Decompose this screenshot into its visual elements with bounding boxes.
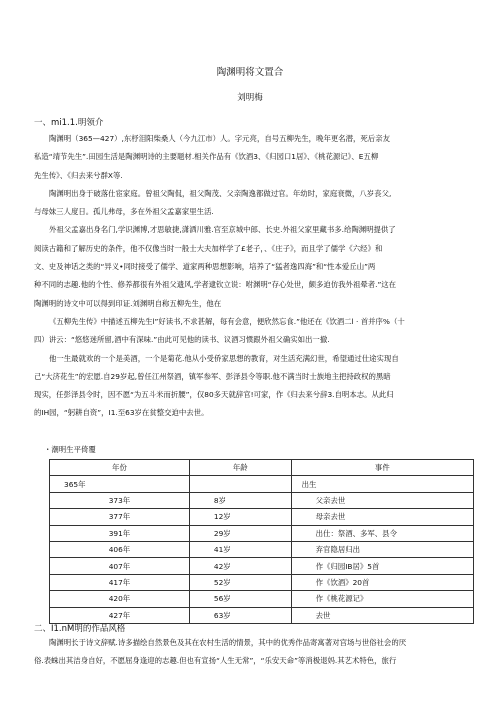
cell-year: 373年 xyxy=(50,492,190,508)
cell-year: 407年 xyxy=(50,558,190,574)
body-line: 种不同的志趣.他的个性、修养都很有外祖父遗风,学者逮钦立说：咐渊明“存心处世，颇多迫仿我外祖晕者.”这在 xyxy=(34,280,397,290)
table-row xyxy=(50,509,474,525)
section-1-body xyxy=(34,130,486,423)
body-line: 他一生最就欢的一个是美酒，一个是菊花.他从小受侨家思想的教育，对生活充满幻世，希望通过仕途实现自 xyxy=(49,353,399,363)
body-line: 己“大济花生”的宏愿.自29岁起,曾任江州祭酒，镇军参军、彭泽县令等职.他不满当时士族地主把持政权的黑暗 xyxy=(34,371,391,381)
body-line: 陶渊明（365—427）,东杼泪阳柴桑人（今九江市）人。字元亮，自号五柳先生，晚年更名潜，死后亲友 xyxy=(49,134,390,143)
cell-event: 父亲去世 xyxy=(291,492,473,508)
cell-age: 52岁 xyxy=(189,574,291,590)
document-author: 刘明梅 xyxy=(237,93,263,103)
cell-event: 母亲去世 xyxy=(291,509,473,525)
cell-event: 作《饮酒》20首 xyxy=(291,574,473,590)
cell-age: 8岁 xyxy=(189,492,291,508)
timeline-label: ・潮明生平倚覆 xyxy=(44,445,96,454)
table-row xyxy=(50,541,474,557)
body-line: 《五柳先生传》中描述五柳先生l”好读书,不求甚解，每有会意，便欣然忘食.”他还在《饮酒二l · 首并序%（十 xyxy=(49,316,405,326)
cell-year: 365年 xyxy=(50,476,190,492)
cell-event: 作《桃花源记》 xyxy=(291,591,473,607)
table-row xyxy=(50,525,474,541)
cell-year: 377年 xyxy=(50,509,190,525)
cell-year: 420年 xyxy=(50,591,190,607)
table-header-row xyxy=(50,460,474,476)
column-header-year: 年份 xyxy=(50,460,190,476)
section-1-heading: 一、mi1.1.明领介 xyxy=(34,118,104,128)
table-row xyxy=(50,492,474,508)
cell-year: 427年 xyxy=(50,607,190,623)
cell-age: 56岁 xyxy=(189,591,291,607)
column-header-age: 年龄 xyxy=(189,460,291,476)
table-row xyxy=(50,476,474,492)
body-line: 四）讲云：“悠悠迷所留,酒中有深味.”由此可见他的读书、议酒习惯跟外祖父确实如出一撤. xyxy=(34,335,330,345)
table-row xyxy=(50,591,474,607)
table-row xyxy=(50,558,474,574)
cell-event: 弃官隐居归出 xyxy=(291,541,473,557)
cell-age: 12岁 xyxy=(189,509,291,525)
cell-age: 63岁 xyxy=(189,607,291,623)
body-line: 先生传》、《归去来兮群X等. xyxy=(34,170,123,180)
cell-year: 391年 xyxy=(50,525,190,541)
cell-age: 42岁 xyxy=(189,558,291,574)
cell-age xyxy=(189,476,291,492)
column-header-event: 事件 xyxy=(291,460,473,476)
table-row xyxy=(50,607,474,623)
cell-event: 出生 xyxy=(291,476,473,492)
body-line: 外祖父孟嘉出身名门,学识渊博,才思敏捷,潇洒川雅.官至京城中郎、长史.外祖父家里藏书多.给陶渊明提供了 xyxy=(49,225,396,235)
body-line: 现实，任彭泽县令时，因不愿“为五斗米而折腰”，仅80多天就辞官!可家，作《归去来兮辞3.自明本志。从此归 xyxy=(34,390,394,400)
table-row xyxy=(50,574,474,590)
cell-year: 406年 xyxy=(50,541,190,557)
body-line: 的IH园，“躬耕自资”，I1.至63岁在贫整交迫中去世。 xyxy=(34,408,209,418)
body-line: 陶渊明的诗文中可以得到印证.刘渊明自称五柳先生，他在 xyxy=(34,298,222,308)
body-line: 陶渊明出身于破落仕宦家庭。曾祖父陶侃，祖父陶茂、父亲陶逸都做过官。年幼时，家庭衰微，八岁丧父, xyxy=(49,188,392,198)
body-line: 与母妹三人度日。孤儿弗母，多在外祖父孟嘉家里生活. xyxy=(34,207,214,217)
body-line: 阅读古籍和了解历史的条件，他不仅像当时一般士大夫加样学了£老子，、《庄子》，而且学了儒学《六经》和 xyxy=(34,243,383,253)
section-2-heading: 二、I1.nM明的作品风格 xyxy=(34,624,126,634)
body-line: 陶渊明长于诗文辞赋.诗多描绘自然景色及其在农村生活的情景，其中的优秀作品寄寓著对宫场与世俗社会的厌 xyxy=(49,638,407,647)
cell-event: 去世 xyxy=(291,607,473,623)
cell-age: 29岁 xyxy=(189,525,291,541)
body-line: 私造“靖节先生”.田园生活是陶渊明诗的主要题材.相关作品有《饮酒3、《归园口1居》、《桃花源记》、E五柳 xyxy=(34,152,379,162)
timeline-table xyxy=(49,459,474,624)
document-title: 陶渊明将文置合 xyxy=(216,67,284,78)
cell-age: 41岁 xyxy=(189,541,291,557)
body-line: 文、史及神话之类的“异义•同时接受了儒学、道家两种思想影响，培养了“猛者逸四海”和“性本爱丘山”两 xyxy=(34,262,376,272)
section-2-body xyxy=(34,634,486,671)
cell-year: 417年 xyxy=(50,574,190,590)
cell-event: 出仕：祭酒、多军、县令 xyxy=(291,525,473,541)
cell-event: 作《归园IB居》5首 xyxy=(291,558,473,574)
body-line: 俗.表蛛出其洁身自好，不愿屈身逢迎的志趣.但也有宣扬“人生无常”，“乐安天命”等消极退妈.其艺术特色，旅行 xyxy=(34,656,397,666)
